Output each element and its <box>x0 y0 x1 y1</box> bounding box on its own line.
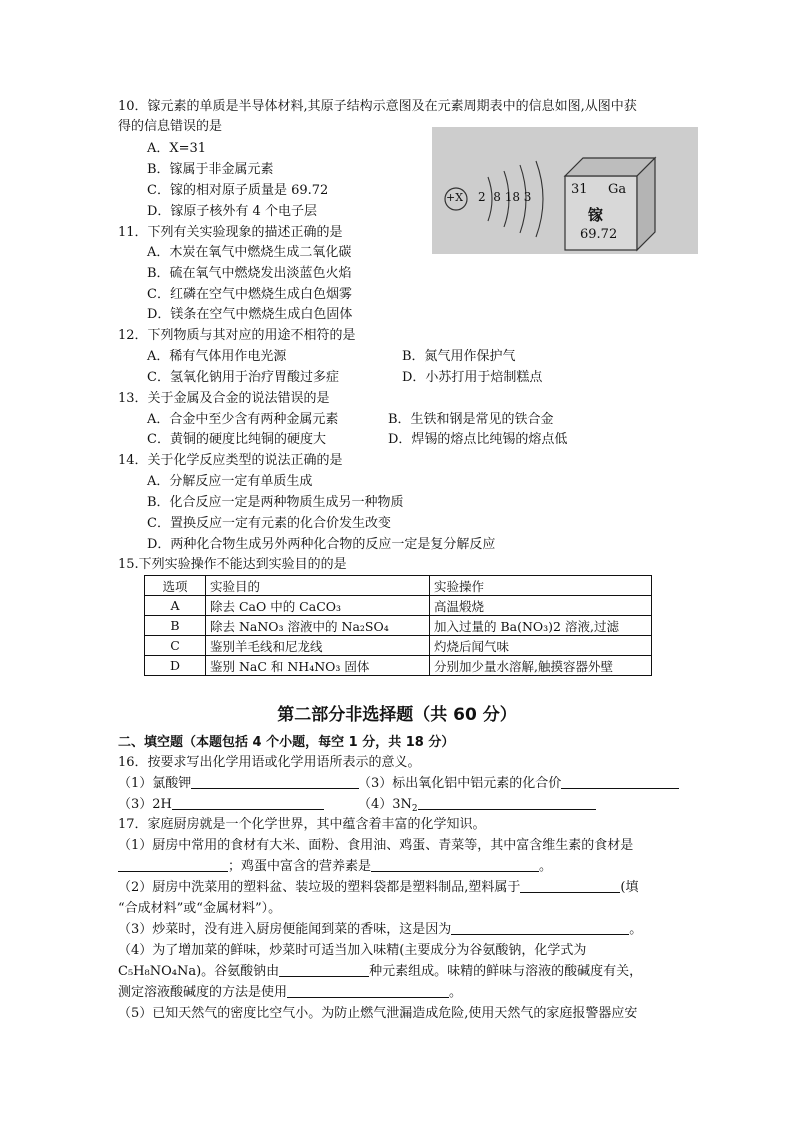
q17-sub4-line2 <box>118 962 642 982</box>
table-cell: 高温煅烧 <box>430 596 652 616</box>
q17-sub3 <box>118 920 642 940</box>
q12-option-d: D．小苏打用于焙制糕点 <box>402 370 543 385</box>
table-cell: D <box>145 656 206 676</box>
q17-period: 。 <box>539 859 553 874</box>
q17-nutrient-text: ；鸡蛋中富含的营养素是 <box>228 859 372 874</box>
q16-stem: 16．按要求写出化学用语或化学用语所表示的意义。 <box>118 755 421 770</box>
table-header: 实验操作 <box>430 576 652 596</box>
q16-part3 <box>358 774 679 794</box>
q16-part3-blank[interactable] <box>561 774 679 789</box>
q10-stem-line2: 得的信息错误的是 <box>118 119 223 134</box>
part2-title: 第二部分非选择题（共 60 分） <box>277 705 517 725</box>
table-cell: 鉴别 NaC 和 NH₄NO₃ 固体 <box>206 656 430 676</box>
q17-stem: 17．家庭厨房就是一个化学世界，其中蕴含着丰富的化学知识。 <box>118 817 486 832</box>
element-symbol: Ga <box>608 182 627 197</box>
q11-option-a: A．木炭在氧气中燃烧生成二氧化碳 <box>147 245 352 260</box>
table-header: 选项 <box>145 576 206 596</box>
q15-stem: 15.下列实验操作不能达到实验目的的是 <box>118 557 347 572</box>
table-cell: 灼烧后闻气味 <box>430 636 652 656</box>
q11-stem: 11．下列有关实验现象的描述正确的是 <box>118 225 343 240</box>
q17-ph-blank[interactable] <box>287 983 449 998</box>
q17-sub5: （5）已知天然气的密度比空气小。为防止燃气泄漏造成危险,使用天然气的家庭报警器应安 <box>118 1006 638 1021</box>
q17-nutrient-blank[interactable] <box>371 857 539 872</box>
q12-option-b: B．氮气用作保护气 <box>402 349 516 364</box>
table-cell: A <box>145 596 206 616</box>
q16-part2-label: （3）2H <box>118 797 172 812</box>
table-row <box>145 596 652 616</box>
element-name: 镓 <box>588 206 604 224</box>
q13-option-d: D．焊锡的熔点比纯锡的熔点低 <box>388 432 568 447</box>
q11-option-c: C．红磷在空气中燃烧生成白色烟雾 <box>147 287 352 302</box>
table-cell: C <box>145 636 206 656</box>
q17-sub4-line3 <box>118 983 462 1003</box>
q17-plastic-blank[interactable] <box>520 878 620 893</box>
q17-sub2-line2: “合成材料”或“金属材料”）。 <box>118 901 282 916</box>
electron-shells: 2 8 18 3 <box>478 190 532 204</box>
q17-plastic-text: （2）厨房中洗菜用的塑料盆、装垃圾的塑料袋都是塑料制品,塑料属于 <box>118 880 521 895</box>
q17-elements-blank[interactable] <box>279 962 369 977</box>
table-cell: 加入过量的 Ba(NO₃)2 溶液,过滤 <box>430 616 652 636</box>
table-cell: 分别加少量水溶解,触摸容器外壁 <box>430 656 652 676</box>
table-header-row <box>145 576 652 596</box>
table-cell: B <box>145 616 206 636</box>
q17-sub4-line1: （4）为了增加菜的鲜味，炒菜时可适当加入味精(主要成分为谷氨酸钠，化学式为 <box>118 943 587 958</box>
q16-part2-blank[interactable] <box>172 795 324 810</box>
table-cell: 除去 NaNO₃ 溶液中的 Na₂SO₄ <box>206 616 430 636</box>
q16-part4-blank[interactable] <box>418 795 596 810</box>
q10-stem-line1: 10．镓元素的单质是半导体材料,其原子结构示意图及在元素周期表中的信息如图,从图中获 <box>118 99 637 114</box>
section-heading: 二、填空题（本题包括 4 个小题，每空 1 分，共 18 分） <box>118 735 455 750</box>
q16-part2 <box>118 795 324 815</box>
q17-ph-text: 测定溶液酸碱度的方法是使用 <box>118 985 288 1000</box>
q11-option-b: B．硫在氧气中燃烧发出淡蓝色火焰 <box>147 266 352 281</box>
q13-option-a: A．合金中至少含有两种金属元素 <box>147 412 339 427</box>
q16-part1-blank[interactable] <box>191 774 359 789</box>
q14-stem: 14．关于化学反应类型的说法正确的是 <box>118 453 343 468</box>
q16-part3-label: （3）标出氧化铝中铝元素的化合价 <box>358 776 562 791</box>
q15-table <box>144 575 652 676</box>
q14-option-c: C．置换反应一定有元素的化合价发生改变 <box>147 516 391 531</box>
q13-option-b: B．生铁和钢是常见的铁合金 <box>388 412 554 427</box>
q10-option-a: A．X=31 <box>147 141 207 156</box>
q17-sub1-line2 <box>118 857 552 877</box>
q17-smell-text: （3）炒菜时，没有进入厨房便能闻到菜的香味，这是因为 <box>118 922 452 937</box>
nucleus-charge: +X <box>446 191 464 204</box>
q14-option-b: B．化合反应一定是两种物质生成另一种物质 <box>147 495 404 510</box>
q17-sub2-line1 <box>118 878 638 898</box>
q12-option-c: C．氢氧化钠用于治疗胃酸过多症 <box>147 370 339 385</box>
q17-fill-text: (填 <box>620 880 639 895</box>
q17-vitamin-blank[interactable] <box>118 857 228 872</box>
q13-stem: 13．关于金属及合金的说法错误的是 <box>118 391 330 406</box>
q17-msg-text2: 种元素组成。味精的鲜味与溶液的酸碱度有关， <box>369 964 643 979</box>
atom-structure-diagram <box>432 127 698 254</box>
q12-stem: 12．下列物质与其对应的用途不相符的是 <box>118 328 356 343</box>
table-cell: 鉴别羊毛线和尼龙线 <box>206 636 430 656</box>
q16-part4-subscript: 2 <box>411 804 418 814</box>
q10-option-b: B．镓属于非金属元素 <box>147 162 274 177</box>
q16-part4 <box>358 795 596 815</box>
table-row <box>145 616 652 636</box>
q16-part4-label: （4）3N <box>358 797 412 812</box>
q17-msg-text: C₅H₈NO₄Na)。谷氨酸钠由 <box>118 964 280 979</box>
q16-part1-label: （1）氯酸钾 <box>118 776 192 791</box>
q17-period: 。 <box>449 985 463 1000</box>
atomic-number: 31 <box>571 182 588 197</box>
q17-period: 。 <box>629 922 643 937</box>
q17-sub1-line1: （1）厨房中常用的食材有大米、面粉、食用油、鸡蛋、青菜等，其中富含维生素的食材是 <box>118 838 634 853</box>
table-row <box>145 656 652 676</box>
q10-option-c: C．镓的相对原子质量是 69.72 <box>147 183 329 198</box>
q14-option-d: D．两种化合物生成另外两种化合物的反应一定是复分解反应 <box>147 537 496 552</box>
q12-option-a: A．稀有气体用作电光源 <box>147 349 287 364</box>
table-header: 实验目的 <box>206 576 430 596</box>
q13-option-c: C．黄铜的硬度比纯铜的硬度大 <box>147 432 326 447</box>
q16-part1 <box>118 774 359 794</box>
atomic-mass: 69.72 <box>580 227 618 242</box>
table-cell: 除去 CaO 中的 CaCO₃ <box>206 596 430 616</box>
q10-option-d: D．镓原子核外有 4 个电子层 <box>147 204 317 219</box>
q17-smell-blank[interactable] <box>451 920 629 935</box>
gallium-figure <box>432 127 698 254</box>
q11-option-d: D．镁条在空气中燃烧生成白色固体 <box>147 307 353 322</box>
q14-option-a: A．分解反应一定有单质生成 <box>147 474 313 489</box>
table-row <box>145 636 652 656</box>
